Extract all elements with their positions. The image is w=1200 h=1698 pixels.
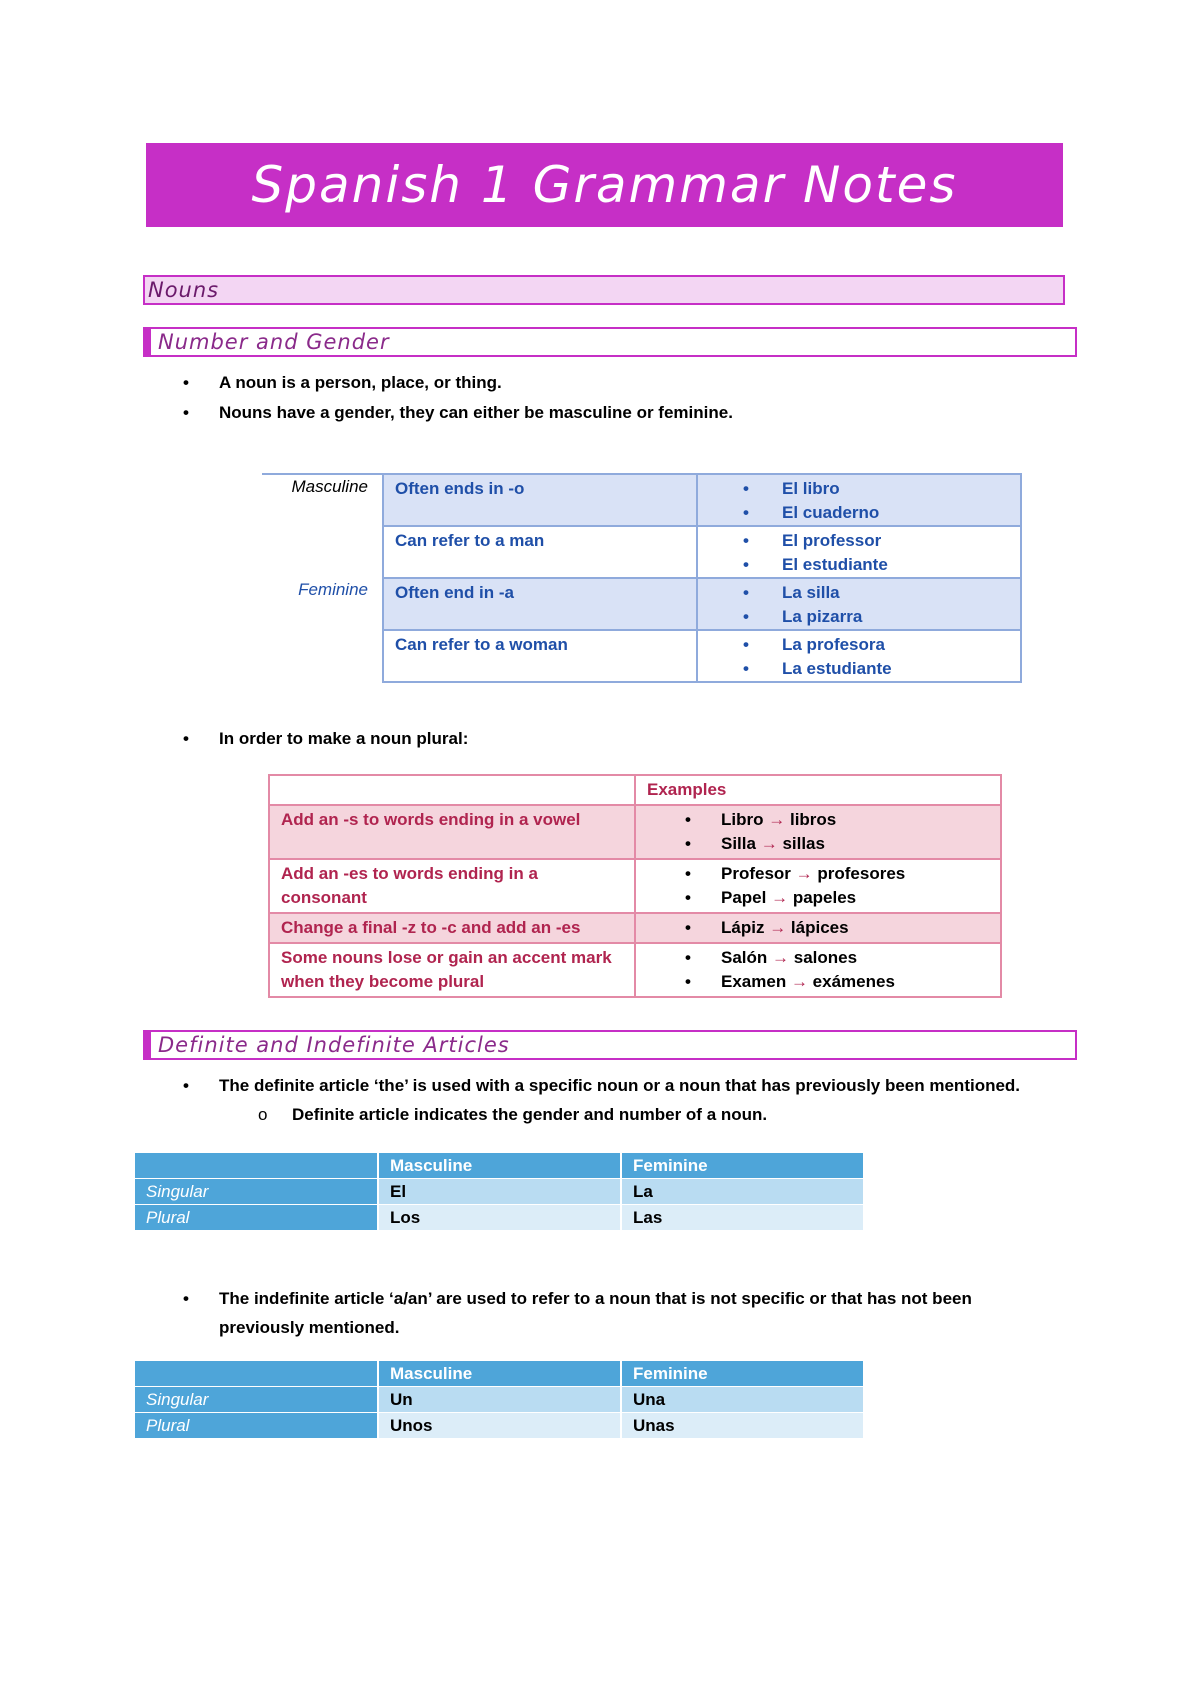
bullet-item bbox=[183, 403, 733, 423]
table-row bbox=[262, 474, 1021, 526]
example-item: • Libro → libros bbox=[636, 808, 1000, 832]
nouns-heading bbox=[143, 275, 1065, 305]
bullet-text: The indefinite article ‘a/an’ are used to refer to a noun that is not specific or that has not been previously mentioned. bbox=[219, 1289, 972, 1337]
examples-header: Examples bbox=[635, 775, 1001, 805]
table-cell: Los bbox=[378, 1205, 621, 1231]
title-banner bbox=[146, 143, 1063, 227]
arrow-icon: → bbox=[760, 834, 778, 853]
row-header: Singular bbox=[135, 1179, 378, 1205]
table-row bbox=[135, 1413, 864, 1439]
example-item: • Examen → exámenes bbox=[636, 970, 1000, 994]
number-gender-heading-text: Number and Gender bbox=[158, 330, 390, 354]
example-item: • La profesora bbox=[698, 633, 1020, 657]
table-cell: El bbox=[378, 1179, 621, 1205]
gender-examples bbox=[697, 578, 1021, 630]
plural-examples bbox=[635, 805, 1001, 859]
sub-bullet-item bbox=[258, 1105, 768, 1125]
bullet-text: Definite article indicates the gender and number of a noun. bbox=[292, 1105, 768, 1124]
table-row bbox=[135, 1205, 864, 1231]
example-item: • Papel → papeles bbox=[636, 886, 1000, 910]
number-gender-heading bbox=[143, 327, 1077, 357]
plural-examples bbox=[635, 913, 1001, 943]
example-item: • El professor bbox=[698, 529, 1020, 553]
gender-table bbox=[262, 473, 1022, 683]
bullet-item bbox=[183, 373, 502, 393]
document-title: Spanish 1 Grammar Notes bbox=[251, 156, 958, 214]
table-header-row bbox=[269, 775, 1001, 805]
table-cell: Una bbox=[621, 1387, 864, 1413]
masculine-label: Masculine bbox=[262, 474, 383, 578]
row-header: Plural bbox=[135, 1413, 378, 1439]
example-item: • La silla bbox=[698, 581, 1020, 605]
table-row bbox=[135, 1179, 864, 1205]
articles-heading-text: Definite and Indefinite Articles bbox=[158, 1033, 510, 1057]
arrow-icon: → bbox=[769, 918, 787, 937]
nouns-heading-text: Nouns bbox=[148, 278, 220, 302]
column-header: Masculine bbox=[378, 1361, 621, 1387]
example-item: • El libro bbox=[698, 477, 1020, 501]
indefinite-article-table bbox=[135, 1361, 865, 1439]
plural-table bbox=[268, 774, 1002, 998]
example-item: • La pizarra bbox=[698, 605, 1020, 629]
column-header: Feminine bbox=[621, 1361, 864, 1387]
example-item: • Lápiz → lápices bbox=[636, 916, 1000, 940]
bullet-icon: • bbox=[183, 1289, 189, 1308]
example-item: • Profesor → profesores bbox=[636, 862, 1000, 886]
gender-rule: Often ends in -o bbox=[383, 474, 697, 526]
table-row bbox=[269, 859, 1001, 913]
row-header: Plural bbox=[135, 1205, 378, 1231]
example-item: • El cuaderno bbox=[698, 501, 1020, 525]
bullet-text: A noun is a person, place, or thing. bbox=[219, 373, 502, 392]
table-cell: Unos bbox=[378, 1413, 621, 1439]
table-row bbox=[269, 805, 1001, 859]
gender-rule: Often end in -a bbox=[383, 578, 697, 630]
table-header-row bbox=[135, 1153, 864, 1179]
plural-examples bbox=[635, 859, 1001, 913]
arrow-icon: → bbox=[768, 810, 786, 829]
table-cell: La bbox=[621, 1179, 864, 1205]
bullet-icon: • bbox=[183, 1076, 189, 1095]
row-header: Singular bbox=[135, 1387, 378, 1413]
arrow-icon: → bbox=[795, 864, 813, 883]
example-item: • Salón → salones bbox=[636, 946, 1000, 970]
column-header: Feminine bbox=[621, 1153, 864, 1179]
bullet-text: Nouns have a gender, they can either be masculine or feminine. bbox=[219, 403, 733, 422]
articles-heading bbox=[143, 1030, 1077, 1060]
bullet-icon: • bbox=[183, 729, 189, 748]
bullet-text: The definite article ‘the’ is used with a specific noun or a noun that has previously been mentioned. bbox=[219, 1076, 1021, 1095]
plural-examples bbox=[635, 943, 1001, 997]
bullet-item bbox=[183, 1076, 1021, 1096]
definite-article-table bbox=[135, 1153, 865, 1231]
table-row bbox=[269, 913, 1001, 943]
gender-examples bbox=[697, 526, 1021, 578]
example-item: • La estudiante bbox=[698, 657, 1020, 681]
arrow-icon: → bbox=[772, 948, 790, 967]
table-cell: Un bbox=[378, 1387, 621, 1413]
column-header: Masculine bbox=[378, 1153, 621, 1179]
gender-rule: Can refer to a man bbox=[383, 526, 697, 578]
plural-rule: Some nouns lose or gain an accent mark when they become plural bbox=[269, 943, 635, 997]
table-header-row bbox=[135, 1361, 864, 1387]
gender-examples bbox=[697, 474, 1021, 526]
plural-rule: Add an -es to words ending in a consonant bbox=[269, 859, 635, 913]
gender-rule: Can refer to a woman bbox=[383, 630, 697, 682]
plural-rule: Add an -s to words ending in a vowel bbox=[269, 805, 635, 859]
example-item: • Silla → sillas bbox=[636, 832, 1000, 856]
table-row bbox=[262, 578, 1021, 630]
bullet-item bbox=[183, 729, 469, 749]
example-item: • El estudiante bbox=[698, 553, 1020, 577]
table-cell: Las bbox=[621, 1205, 864, 1231]
table-row bbox=[135, 1387, 864, 1413]
gender-examples bbox=[697, 630, 1021, 682]
bullet-item bbox=[183, 1284, 1009, 1342]
plural-rule: Change a final -z to -c and add an -es bbox=[269, 913, 635, 943]
bullet-text: In order to make a noun plural: bbox=[219, 729, 469, 748]
circle-bullet-icon: o bbox=[258, 1105, 268, 1124]
bullet-icon: • bbox=[183, 373, 189, 392]
bullet-icon: • bbox=[183, 403, 189, 422]
table-row bbox=[269, 943, 1001, 997]
arrow-icon: → bbox=[790, 972, 808, 991]
table-cell: Unas bbox=[621, 1413, 864, 1439]
feminine-label: Feminine bbox=[262, 578, 383, 682]
arrow-icon: → bbox=[771, 888, 789, 907]
